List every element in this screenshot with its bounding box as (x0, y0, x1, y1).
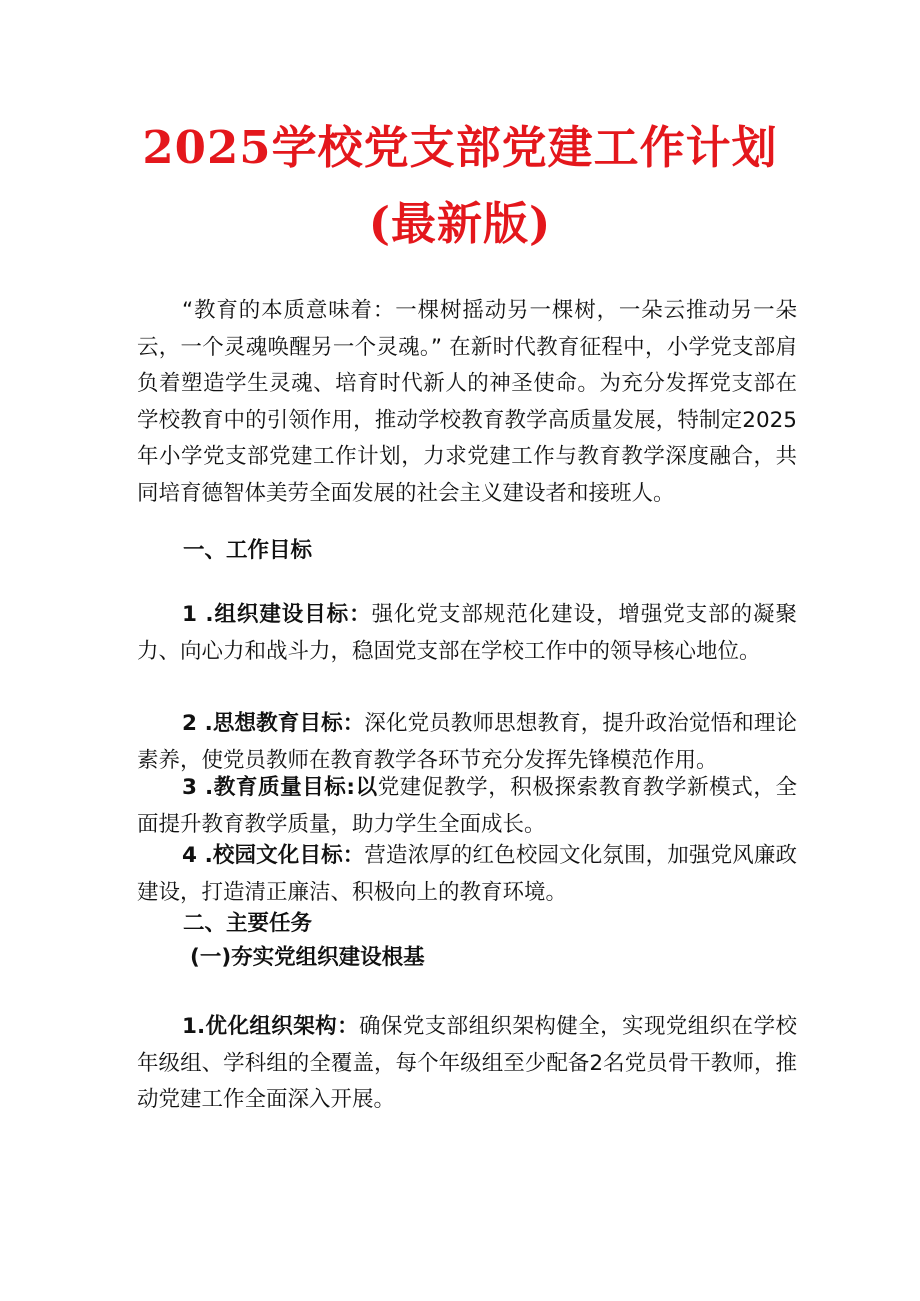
goal-label: 4 .校园文化目标： (182, 843, 365, 868)
document-subtitle: (最新版) (368, 197, 552, 250)
subsection-heading: (一)夯实党组织建设根基 (190, 945, 425, 970)
intro-paragraph (137, 293, 797, 512)
task-item (137, 1009, 797, 1119)
goal-text: 党建促教学，积极探索教育教学新模式，全面提升教育教学质量，助力学生全面成长。 (137, 775, 797, 837)
task-label: 1.优化组织架构： (182, 1014, 359, 1039)
section-heading-tasks: 二、主要任务 (183, 911, 313, 936)
goal-text: 营造浓厚的红色校园文化氛围，加强党风廉政建设，打造清正廉洁、积极向上的教育环境。 (137, 843, 797, 905)
goal-item (137, 597, 797, 670)
intro-text: “教育的本质意味着：一棵树摇动另一棵树，一朵云推动另一朵云，一个灵魂唤醒另一个灵魂。” 在新时代教育征程中，小学党支部肩负着塑造学生灵魂、培育时代新人的神圣使命。为充分发挥党支部在学校教育中的引领作用，推动学校教育教学高质量发展，特制定2025年小学党支部党建工作计划，力求党建工作与教育教学深度融合，共同培育德智体美劳全面发展的社会主义建设者和接班人。 (137, 298, 797, 506)
goal-item (137, 838, 797, 911)
document-title: 2025学校党支部党建工作计划 (142, 121, 778, 174)
section-heading-goals: 一、工作目标 (183, 538, 313, 563)
goal-text: 强化党支部规范化建设，增强党支部的凝聚力、向心力和战斗力，稳固党支部在学校工作中的领导核心地位。 (137, 602, 797, 664)
goal-label: 3 .教育质量目标:以 (182, 775, 378, 800)
task-text: 确保党支部组织架构健全，实现党组织在学校年级组、学科组的全覆盖，每个年级组至少配备2名党员骨干教师，推动党建工作全面深入开展。 (137, 1014, 797, 1112)
goal-item (137, 770, 797, 843)
goal-label: 2 .思想教育目标： (182, 711, 365, 736)
goal-text: 深化党员教师思想教育，提升政治觉悟和理论素养，使党员教师在教育教学各环节充分发挥先锋模范作用。 (137, 711, 797, 773)
goal-label: 1 .组织建设目标： (182, 602, 372, 627)
goal-item (137, 706, 797, 779)
